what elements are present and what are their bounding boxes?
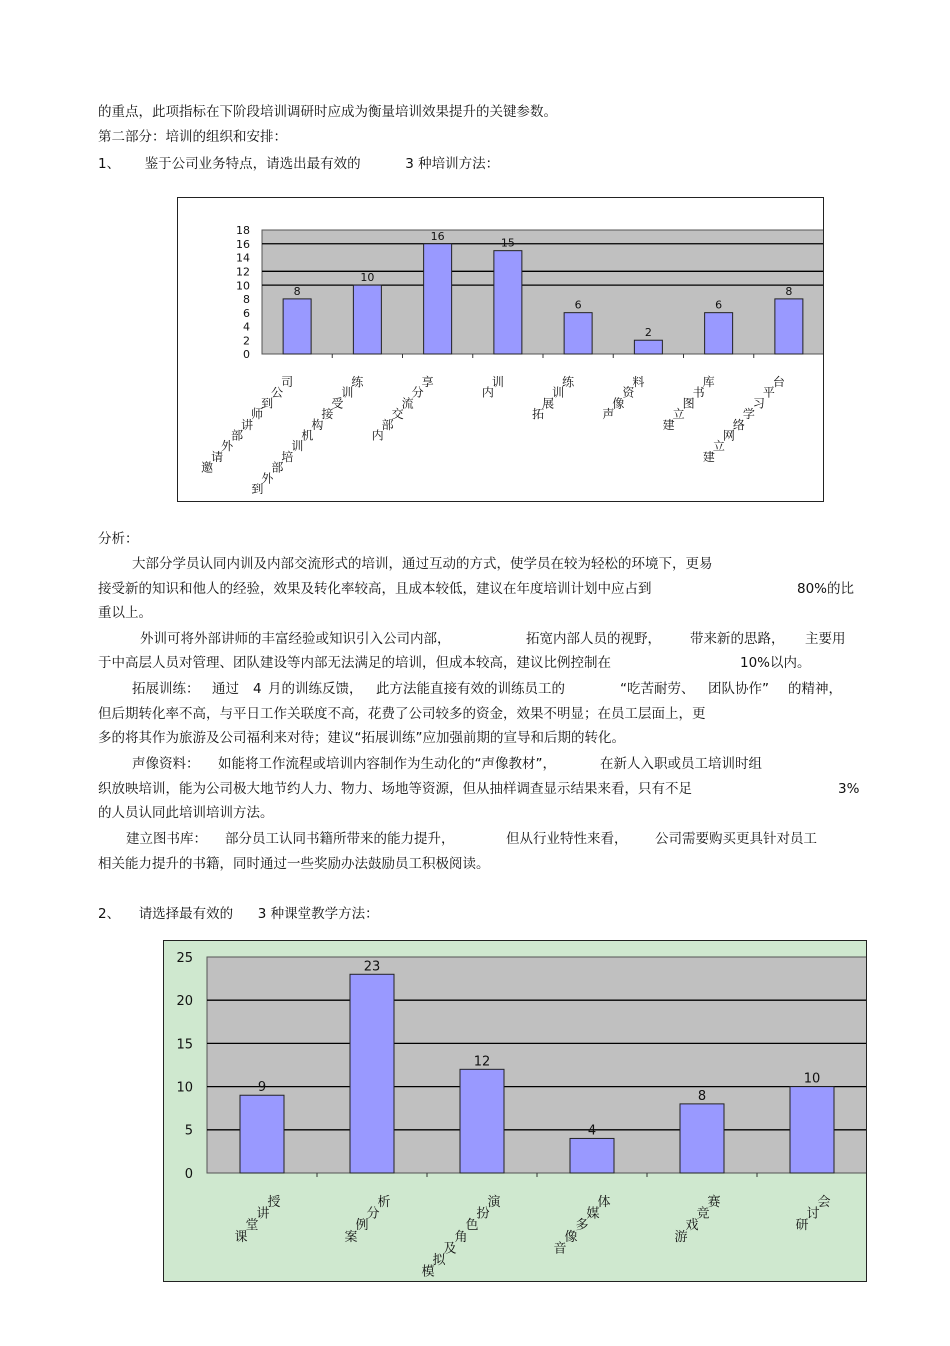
category-char: 训: [291, 439, 304, 454]
analysis-line-12b: 部分员工认同书籍所带来的能力提升，: [225, 831, 455, 847]
category-char: 建: [662, 417, 675, 432]
analysis-line-6g: 团队协作”: [708, 681, 769, 697]
category-char: 音: [553, 1241, 567, 1257]
q2-count: 3: [257, 906, 267, 922]
analysis-line-9b: 如能将工作流程或培训内容制作为生动化的“声像教材”，: [218, 756, 556, 772]
analysis-line-6b: 通过: [212, 681, 239, 697]
category-char: 分: [411, 385, 424, 400]
category-char: 网: [722, 428, 735, 443]
analysis-heading: 分析：: [98, 531, 139, 547]
analysis-line-7: 但后期转化率不高，与平日工作关联度不高，花费了公司较多的资金，效果不明显；在员工层面上，更: [98, 706, 706, 722]
category-char: 流: [401, 396, 414, 411]
category-char: 会: [817, 1195, 831, 1210]
bar-5: [680, 1104, 724, 1173]
category-char: 例: [355, 1218, 369, 1234]
y-tick-label: 12: [236, 265, 250, 279]
q1-count: 3: [405, 156, 414, 172]
category-label-2: [344, 1194, 390, 1245]
section-title: 第二部分：培训的组织和安排：: [98, 129, 287, 145]
analysis-line-9a: 声像资料：: [132, 756, 200, 772]
category-char: 资: [622, 385, 635, 400]
training-methods-chart: [177, 197, 824, 502]
category-char: 赛: [707, 1195, 721, 1210]
category-char: 邀: [201, 460, 214, 475]
category-char: 体: [597, 1195, 611, 1210]
y-tick-label: 18: [236, 224, 250, 238]
data-label: 10: [803, 1071, 821, 1087]
analysis-line-4a: 外训可将外部讲师的丰富经验或知识引入公司内部，: [140, 631, 451, 647]
analysis-line-6h: 的精神，: [788, 681, 842, 697]
bar-2: [353, 285, 381, 354]
data-label: 12: [473, 1054, 491, 1070]
category-char: 机: [301, 428, 314, 443]
category-char: 练: [351, 375, 364, 389]
y-tick-label: 10: [236, 279, 250, 293]
category-char: 司: [281, 375, 294, 389]
category-char: 学: [742, 407, 755, 422]
y-tick-label: 16: [236, 237, 250, 251]
category-char: 多: [575, 1218, 589, 1234]
category-char: 料: [632, 375, 645, 389]
analysis-line-4c: 带来新的思路，: [690, 631, 785, 647]
category-char: 部: [381, 417, 394, 432]
y-tick-label: 15: [176, 1037, 193, 1053]
plot-area: [262, 230, 823, 354]
y-tick-label: 2: [243, 334, 250, 348]
bar-5: [564, 313, 592, 354]
analysis-line-4b: 拓宽内部人员的视野，: [526, 631, 661, 647]
analysis-line-6d: 月的训练反馈，: [268, 681, 363, 697]
data-label: 8: [785, 284, 793, 298]
bar-3: [460, 1069, 504, 1173]
analysis-line-12a: 建立图书库：: [126, 831, 207, 847]
category-char: 训: [341, 385, 354, 400]
category-char: 展: [542, 396, 555, 411]
category-label-8: [703, 375, 785, 464]
category-label-3: [421, 1194, 501, 1280]
y-tick-label: 8: [243, 293, 250, 307]
category-char: 像: [612, 396, 625, 411]
y-tick-label: 14: [236, 251, 250, 265]
analysis-line-10: 织放映培训，能为公司极大地节约人力、物力、场地等资源，但从抽样调查显示结果来看，只有不足: [98, 781, 692, 797]
data-label: 16: [430, 229, 445, 243]
question-1: [98, 155, 499, 173]
category-char: 培: [281, 449, 294, 464]
category-char: 课: [234, 1229, 248, 1245]
category-char: 角: [454, 1229, 468, 1245]
category-label-3: [372, 374, 434, 443]
q1-suffix: 种培训方法：: [418, 156, 500, 172]
y-tick-label: 4: [243, 320, 250, 334]
category-char: 堂: [245, 1218, 259, 1234]
category-label-6: [602, 374, 644, 421]
category-char: 公: [271, 385, 284, 400]
category-char: 戏: [685, 1218, 699, 1234]
category-char: 及: [443, 1241, 457, 1257]
plot-area: [207, 957, 866, 1173]
category-label-4: [553, 1194, 610, 1256]
bar-8: [775, 299, 803, 354]
category-char: 库: [702, 375, 715, 389]
y-tick-label: 25: [176, 950, 193, 966]
analysis-line-3: 重以上。: [98, 605, 152, 621]
category-char: 拓: [532, 407, 545, 422]
q1-number: 1、: [98, 156, 121, 172]
category-char: 练: [562, 375, 575, 389]
category-char: 书: [692, 385, 705, 400]
analysis-line-9c: 在新人入职或员工培训时组: [600, 756, 762, 772]
category-char: 外: [261, 471, 274, 486]
category-char: 构: [311, 417, 324, 432]
category-char: 拟: [432, 1253, 446, 1268]
category-char: 师: [251, 407, 264, 422]
category-char: 习: [752, 396, 765, 411]
q1-text: 鉴于公司业务特点，请选出最有效的: [144, 156, 361, 172]
analysis-line-1: 大部分学员认同内训及内部交流形式的培训，通过互动的方式，使学员在较为轻松的环境下，更易: [132, 556, 713, 572]
category-char: 媒: [586, 1206, 600, 1222]
category-char: 扮: [476, 1206, 490, 1222]
bar-3: [424, 244, 452, 354]
classroom-methods-chart: [163, 940, 867, 1282]
category-char: 案: [344, 1229, 358, 1245]
data-label: 6: [715, 298, 723, 312]
category-char: 色: [465, 1218, 479, 1234]
analysis-line-10b: 3%: [838, 781, 860, 797]
q2-suffix: 种课堂教学方法：: [270, 906, 379, 922]
y-tick-label: 0: [243, 348, 250, 362]
analysis-line-2: 接受新的知识和他人的经验，效果及转化率较高，且成本较低，建议在年度培训计划中应占到: [98, 581, 652, 597]
data-label: 8: [293, 284, 301, 298]
y-tick-label: 6: [243, 306, 250, 320]
category-char: 外: [221, 439, 234, 454]
category-char: 建: [702, 449, 715, 464]
category-char: 声: [602, 407, 615, 422]
bar-1: [240, 1095, 284, 1173]
category-char: 交: [391, 407, 404, 422]
category-char: 立: [672, 407, 685, 422]
category-char: 竞: [696, 1206, 710, 1222]
category-char: 讲: [241, 417, 254, 432]
category-char: 部: [271, 460, 284, 475]
analysis-line-13: 相关能力提升的书籍，同时通过一些奖励办法鼓励员工积极阅读。: [98, 856, 490, 872]
q2-number: 2、: [98, 906, 121, 922]
category-char: 到: [251, 482, 264, 496]
training-methods-chart-svg: [178, 198, 823, 501]
analysis-line-4d: 主要用: [805, 631, 846, 647]
category-char: 立: [712, 439, 725, 454]
y-tick-label: 0: [184, 1166, 193, 1182]
category-label-7: [663, 374, 715, 432]
bar-4: [570, 1138, 614, 1173]
data-label: 4: [587, 1123, 597, 1139]
data-label: 2: [644, 326, 652, 340]
analysis-line-6f: “吃苦耐劳、: [620, 681, 695, 697]
category-char: 讨: [806, 1206, 820, 1222]
bar-2: [350, 974, 394, 1173]
category-char: 平: [762, 385, 775, 400]
category-label-2: [251, 375, 364, 496]
intro-line: 的重点，此项指标在下阶段培训调研时应成为衡量培训效果提升的关键参数。: [98, 104, 557, 120]
category-char: 接: [321, 407, 334, 422]
y-tick-label: 20: [176, 994, 193, 1010]
analysis-line-11: 的人员认同此培训培训方法。: [98, 805, 274, 821]
category-char: 图: [682, 396, 695, 411]
q2-text: 请选择最有效的: [138, 906, 234, 922]
analysis-line-6e: 此方法能直接有效的训练员工的: [376, 681, 565, 697]
analysis-line-12c: 但从行业特性来看，: [506, 831, 628, 847]
category-char: 享: [421, 375, 434, 389]
category-char: 演: [487, 1195, 501, 1210]
category-char: 请: [211, 449, 224, 464]
bar-1: [283, 299, 311, 354]
analysis-line-12d: 公司需要购买更具针对员工: [655, 831, 817, 847]
bar-6: [790, 1087, 834, 1173]
category-char: 台: [772, 375, 785, 389]
category-char: 授: [267, 1195, 281, 1210]
category-char: 析: [377, 1195, 391, 1210]
category-char: 受: [331, 396, 344, 411]
data-label: 10: [360, 271, 375, 285]
data-label: 23: [363, 959, 381, 975]
category-char: 像: [564, 1229, 578, 1245]
category-char: 内: [481, 385, 494, 400]
analysis-line-8: 多的将其作为旅游及公司福利来对待；建议“拓展训练”应加强前期的宣导和后期的转化。: [98, 730, 625, 746]
category-label-5: [674, 1194, 720, 1245]
category-char: 研: [795, 1218, 809, 1234]
data-label: 6: [574, 298, 582, 312]
analysis-line-5b: 10%以内。: [740, 655, 811, 671]
bar-7: [705, 313, 733, 354]
y-tick-label: 5: [184, 1123, 193, 1139]
classroom-methods-chart-svg: [164, 941, 866, 1281]
category-char: 分: [366, 1206, 380, 1222]
y-tick-label: 10: [176, 1080, 193, 1096]
data-label: 8: [697, 1088, 707, 1104]
analysis-line-5: 于中高层人员对管理、团队建设等内部无法满足的培训，但成本较高，建议比例控制在: [98, 655, 611, 671]
category-label-6: [795, 1195, 830, 1233]
analysis-line-2b: 80%的比: [797, 581, 855, 597]
category-char: 游: [674, 1229, 688, 1245]
category-char: 讲: [256, 1206, 270, 1222]
category-char: 内: [371, 428, 384, 443]
bar-6: [634, 340, 662, 354]
category-char: 部: [231, 428, 244, 443]
category-label-4: [482, 374, 504, 400]
analysis-line-6a: 拓展训练：: [132, 681, 200, 697]
category-char: 模: [421, 1264, 435, 1280]
category-label-5: [532, 375, 575, 421]
category-char: 络: [732, 417, 745, 432]
category-label-1: [234, 1194, 280, 1245]
analysis-line-6c: 4: [253, 681, 262, 697]
category-char: 训: [552, 385, 565, 400]
bar-4: [494, 251, 522, 354]
data-label: 9: [257, 1080, 267, 1096]
category-char: 到: [261, 396, 274, 411]
data-label: 15: [500, 236, 515, 250]
category-char: 训: [491, 375, 504, 389]
question-2: [98, 905, 379, 923]
